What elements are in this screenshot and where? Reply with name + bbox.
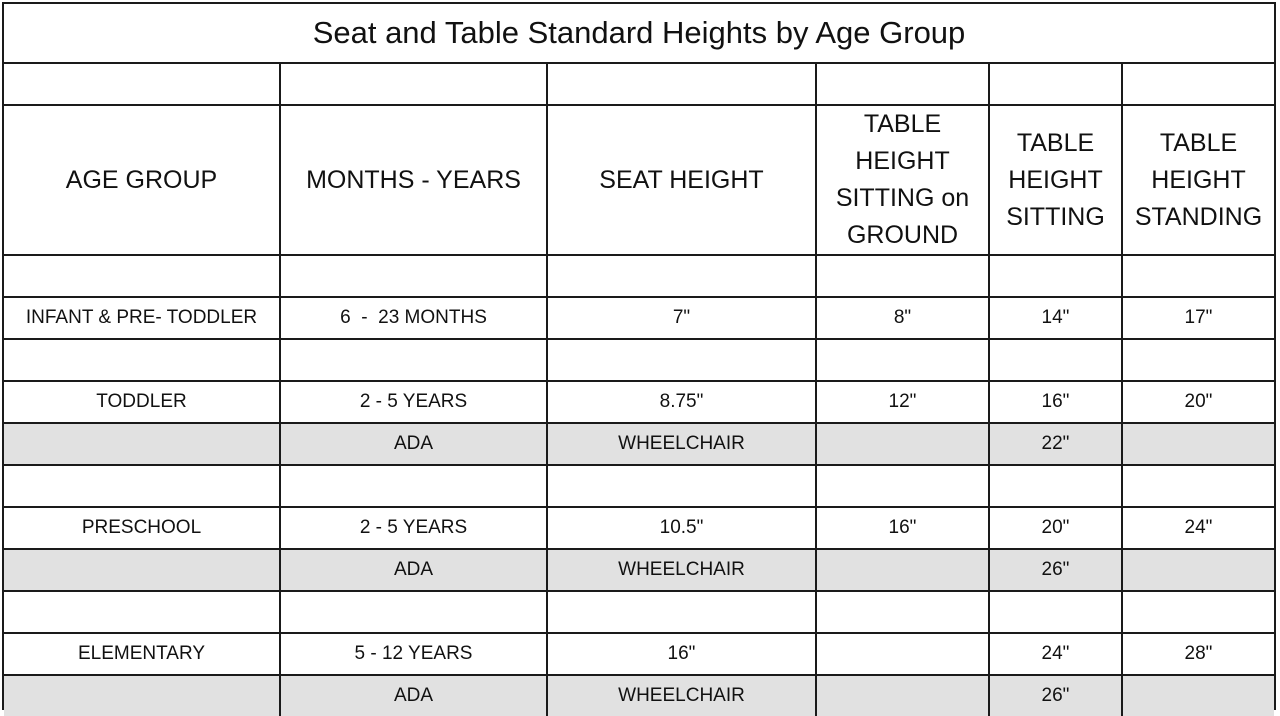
cell-table-height-standing [1122, 675, 1274, 716]
cell-months-years: 6 - 23 MONTHS [280, 297, 547, 339]
cell-seat-height: WHEELCHAIR [547, 549, 816, 591]
table-title: Seat and Table Standard Heights by Age Group [4, 4, 1274, 64]
cell-age-group: PRESCHOOL [4, 507, 280, 549]
spacer-row [4, 255, 1274, 297]
cell-table-height-ground: 12" [816, 381, 989, 423]
table-row-toddler [4, 381, 1274, 423]
cell-seat-height: WHEELCHAIR [547, 423, 816, 465]
header-row [4, 105, 1274, 255]
header-table-height-ground: TABLE HEIGHT SITTING on GROUND [816, 105, 989, 255]
header-age-group: AGE GROUP [4, 105, 280, 255]
cell-table-height-sitting: 24" [989, 633, 1122, 675]
cell-table-height-sitting: 20" [989, 507, 1122, 549]
cell-age-group: INFANT & PRE- TODDLER [4, 297, 280, 339]
cell-table-height-ground [816, 675, 989, 716]
cell-table-height-standing [1122, 423, 1274, 465]
cell-months-years: ADA [280, 423, 547, 465]
cell-table-height-sitting: 26" [989, 675, 1122, 716]
spacer-row [4, 339, 1274, 381]
cell-table-height-standing [1122, 549, 1274, 591]
table-row-preschool-ada [4, 549, 1274, 591]
cell-seat-height: 10.5" [547, 507, 816, 549]
cell-table-height-ground [816, 549, 989, 591]
cell-months-years: 2 - 5 YEARS [280, 381, 547, 423]
header-table-height-standing: TABLE HEIGHT STANDING [1122, 105, 1274, 255]
cell-table-height-ground: 16" [816, 507, 989, 549]
table-row-elementary-ada [4, 675, 1274, 716]
standards-grid [4, 64, 1274, 716]
cell-table-height-sitting: 22" [989, 423, 1122, 465]
header-months-years: MONTHS - YEARS [280, 105, 547, 255]
cell-table-height-ground: 8" [816, 297, 989, 339]
height-standards-table [2, 2, 1276, 710]
cell-table-height-sitting: 16" [989, 381, 1122, 423]
cell-table-height-standing: 20" [1122, 381, 1274, 423]
cell-table-height-ground [816, 633, 989, 675]
cell-table-height-sitting: 14" [989, 297, 1122, 339]
cell-age-group [4, 549, 280, 591]
cell-months-years: 2 - 5 YEARS [280, 507, 547, 549]
cell-seat-height: 16" [547, 633, 816, 675]
cell-months-years: 5 - 12 YEARS [280, 633, 547, 675]
cell-table-height-ground [816, 423, 989, 465]
spacer-row [4, 465, 1274, 507]
cell-table-height-standing: 17" [1122, 297, 1274, 339]
spacer-row [4, 64, 1274, 105]
table-row-elementary [4, 633, 1274, 675]
table-row-infant [4, 297, 1274, 339]
cell-seat-height: WHEELCHAIR [547, 675, 816, 716]
cell-age-group: TODDLER [4, 381, 280, 423]
header-table-height-sitting: TABLE HEIGHT SITTING [989, 105, 1122, 255]
cell-age-group: ELEMENTARY [4, 633, 280, 675]
spacer-row [4, 591, 1274, 633]
cell-table-height-sitting: 26" [989, 549, 1122, 591]
cell-age-group [4, 423, 280, 465]
cell-age-group [4, 675, 280, 716]
cell-seat-height: 7" [547, 297, 816, 339]
cell-months-years: ADA [280, 675, 547, 716]
table-row-toddler-ada [4, 423, 1274, 465]
table-row-preschool [4, 507, 1274, 549]
cell-table-height-standing: 28" [1122, 633, 1274, 675]
header-seat-height: SEAT HEIGHT [547, 105, 816, 255]
cell-months-years: ADA [280, 549, 547, 591]
cell-table-height-standing: 24" [1122, 507, 1274, 549]
cell-seat-height: 8.75" [547, 381, 816, 423]
